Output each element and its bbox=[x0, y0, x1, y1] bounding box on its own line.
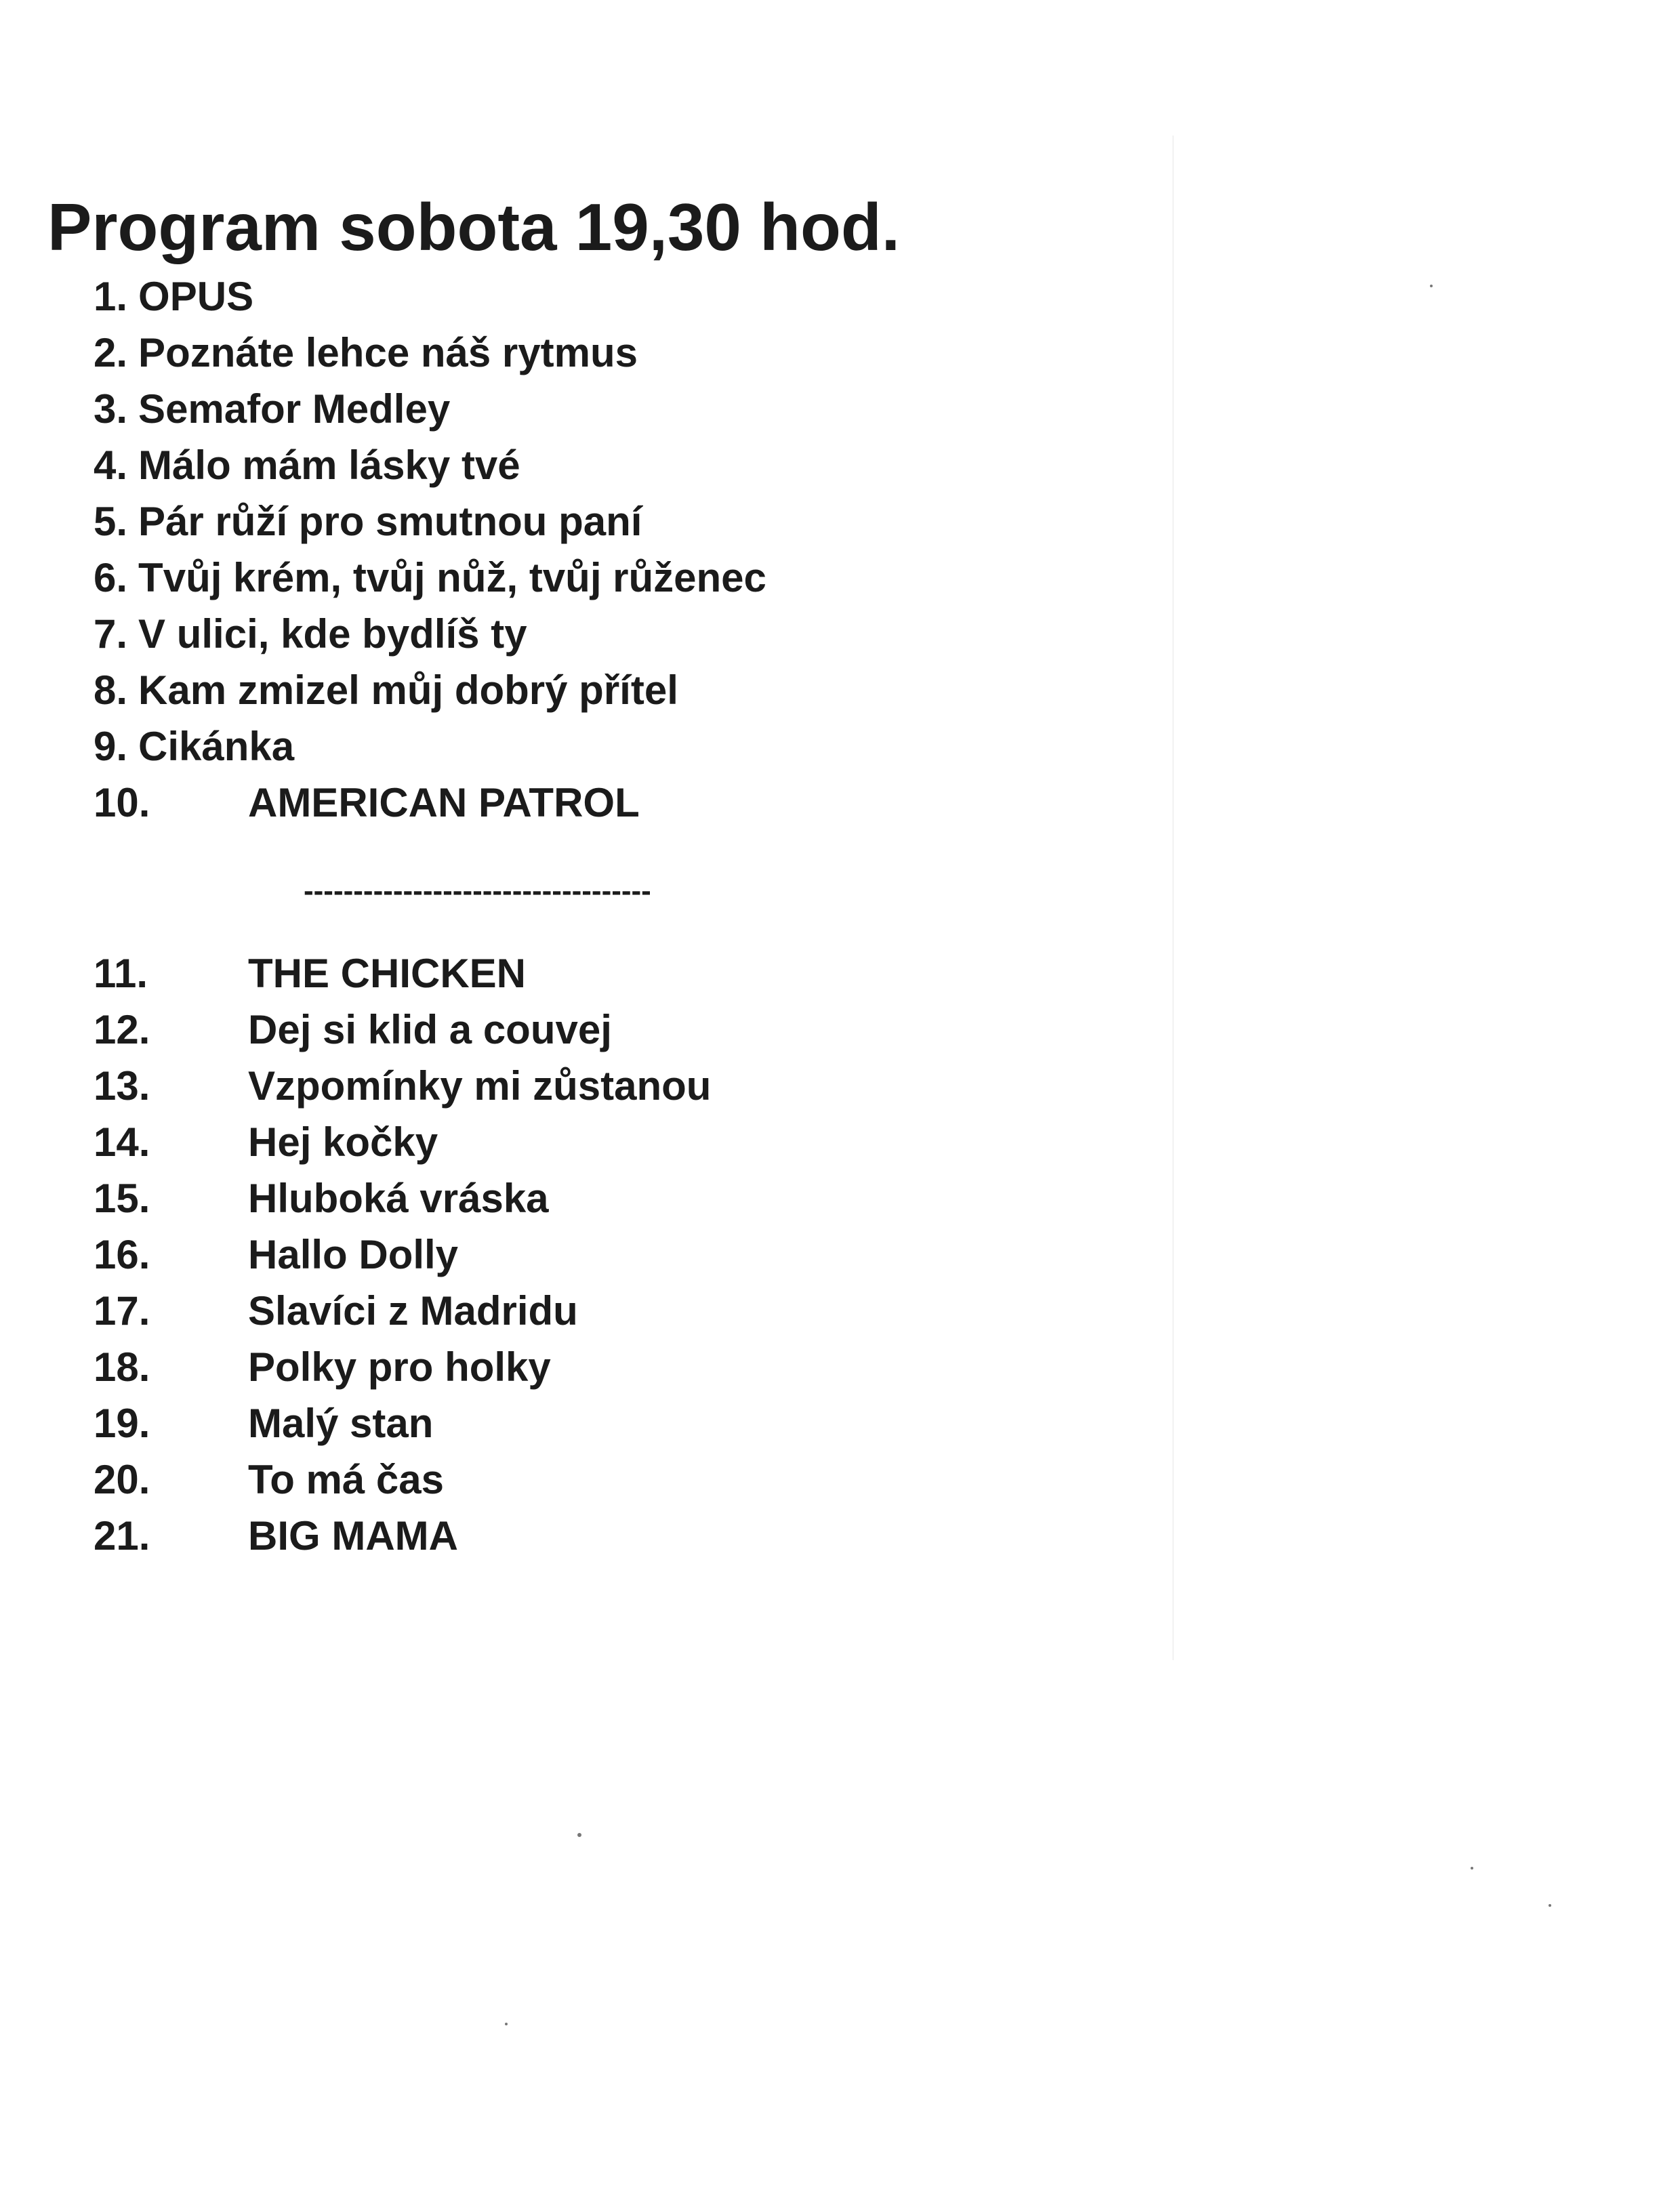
song-title: To má čas bbox=[248, 1457, 445, 1502]
list-item bbox=[94, 945, 711, 1002]
scan-fold-line bbox=[1172, 136, 1174, 1660]
list-item bbox=[94, 550, 766, 606]
item-number: 12. bbox=[94, 1007, 150, 1052]
item-number: 21. bbox=[94, 1513, 150, 1559]
page-title: Program sobota 19,30 hod. bbox=[47, 189, 900, 264]
song-title: V ulici, kde bydlíš ty bbox=[138, 611, 527, 657]
item-number: 7. bbox=[94, 611, 128, 657]
item-number: 1. bbox=[94, 274, 128, 319]
song-title: OPUS bbox=[138, 274, 254, 319]
list-item bbox=[94, 1283, 711, 1339]
list-item bbox=[94, 1170, 711, 1226]
item-number: 4. bbox=[94, 442, 128, 488]
list-item bbox=[94, 1339, 711, 1395]
list-item bbox=[94, 437, 766, 493]
list-item bbox=[94, 1395, 711, 1451]
list-item bbox=[94, 1508, 711, 1564]
program-list-part-2 bbox=[94, 945, 711, 1564]
song-title: Slavíci z Madridu bbox=[248, 1288, 578, 1334]
list-item bbox=[94, 718, 766, 775]
song-title: Tvůj krém, tvůj nůž, tvůj růženec bbox=[138, 555, 766, 600]
list-item bbox=[94, 325, 766, 381]
item-number: 9. bbox=[94, 724, 128, 769]
song-title: Malý stan bbox=[248, 1401, 434, 1446]
song-title: BIG MAMA bbox=[248, 1513, 458, 1559]
song-title: Kam zmizel můj dobrý přítel bbox=[138, 667, 678, 713]
item-number: 16. bbox=[94, 1232, 150, 1277]
list-item bbox=[94, 1002, 711, 1058]
item-number: 19. bbox=[94, 1401, 150, 1446]
list-item bbox=[94, 775, 766, 831]
list-item bbox=[94, 1114, 711, 1170]
item-number: 20. bbox=[94, 1457, 150, 1502]
program-list-part-1 bbox=[94, 268, 766, 831]
item-number: 18. bbox=[94, 1344, 150, 1390]
item-number: 11. bbox=[94, 951, 148, 996]
song-title: Pár růží pro smutnou paní bbox=[138, 499, 642, 544]
list-item bbox=[94, 493, 766, 550]
scan-speck bbox=[577, 1833, 581, 1837]
item-number: 13. bbox=[94, 1063, 150, 1109]
song-title: Polky pro holky bbox=[248, 1344, 551, 1390]
list-item bbox=[94, 268, 766, 325]
scan-speck bbox=[1430, 285, 1433, 287]
item-number: 3. bbox=[94, 386, 128, 432]
item-number: 14. bbox=[94, 1119, 150, 1165]
scan-speck bbox=[505, 2023, 508, 2025]
song-title: Hluboká vráska bbox=[248, 1176, 549, 1221]
list-item bbox=[94, 1451, 711, 1508]
list-item bbox=[94, 1058, 711, 1114]
scan-speck bbox=[1471, 1867, 1473, 1870]
item-number: 15. bbox=[94, 1176, 150, 1221]
item-number: 5. bbox=[94, 499, 128, 544]
song-title: Semafor Medley bbox=[138, 386, 451, 432]
scan-speck bbox=[1549, 1904, 1551, 1907]
list-item bbox=[94, 662, 766, 718]
song-title: Málo mám lásky tvé bbox=[138, 442, 520, 488]
song-title: Poznáte lehce náš rytmus bbox=[138, 330, 638, 375]
song-title: Dej si klid a couvej bbox=[248, 1007, 612, 1052]
item-number: 6. bbox=[94, 555, 128, 600]
song-title: THE CHICKEN bbox=[248, 951, 527, 996]
item-number: 10. bbox=[94, 780, 150, 825]
list-item bbox=[94, 1226, 711, 1283]
list-item bbox=[94, 381, 766, 437]
item-number: 17. bbox=[94, 1288, 150, 1334]
item-number: 8. bbox=[94, 667, 128, 713]
item-number: 2. bbox=[94, 330, 128, 375]
song-title: Vzpomínky mi zůstanou bbox=[248, 1063, 712, 1109]
list-item bbox=[94, 606, 766, 662]
song-title: Hej kočky bbox=[248, 1119, 438, 1165]
song-title: AMERICAN PATROL bbox=[248, 780, 640, 825]
song-title: Cikánka bbox=[138, 724, 295, 769]
intermission-divider: ----------------------------------- bbox=[304, 874, 651, 907]
song-title: Hallo Dolly bbox=[248, 1232, 459, 1277]
